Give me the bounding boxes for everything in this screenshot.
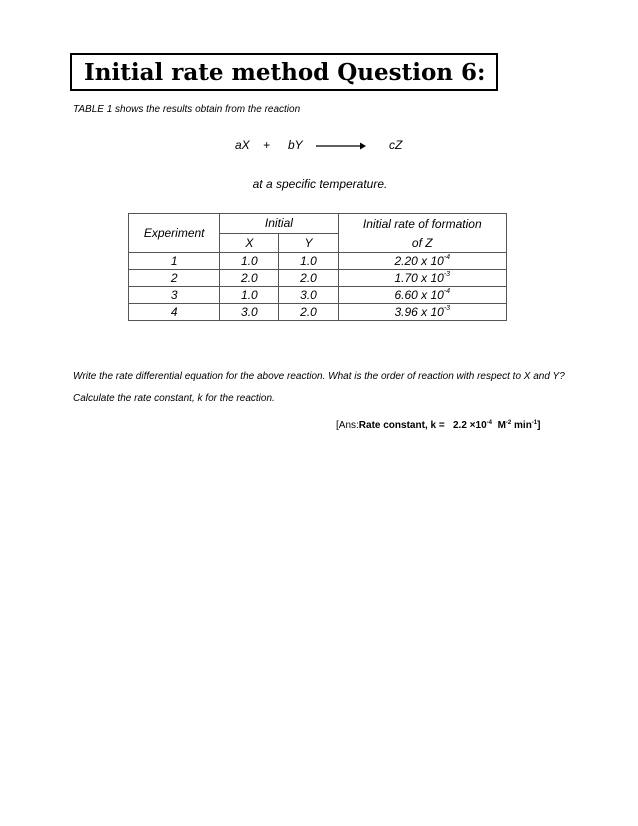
- table-header-row: [129, 214, 507, 234]
- answer-unit-min-exponent: -1: [531, 420, 538, 426]
- header-experiment: Experiment: [129, 214, 220, 253]
- answer-value: 2.2 ×10: [453, 420, 487, 431]
- answer-value-exponent: -4: [486, 420, 492, 426]
- rate-exponent: -4: [443, 288, 451, 295]
- reaction-arrow-icon: [316, 140, 366, 152]
- header-rate-line1: Initial rate of formation: [362, 217, 482, 231]
- table-row: [129, 287, 507, 304]
- title-box: [70, 53, 498, 91]
- cell-y: 2.0: [279, 304, 338, 321]
- intro-text: TABLE 1 shows the results obtain from the reaction: [73, 104, 301, 115]
- answer-unit-m: M: [497, 420, 506, 431]
- table-row: [129, 270, 507, 287]
- header-initial: Initial: [220, 214, 338, 234]
- results-table: [128, 213, 507, 321]
- cell-rate: [338, 253, 506, 270]
- rate-exponent: -3: [443, 271, 451, 278]
- header-rate: [338, 214, 506, 253]
- answer-label: Rate constant, k =: [358, 420, 445, 431]
- header-x: X: [220, 233, 279, 253]
- cell-x: 3.0: [220, 304, 279, 321]
- reactant-y: bY: [288, 138, 303, 152]
- cell-x: 1.0: [220, 253, 279, 270]
- reactant-x: aX: [235, 138, 250, 152]
- rate-value: 1.70 x 10: [394, 271, 444, 285]
- rate-value: 2.20 x 10: [394, 254, 444, 268]
- rate-value: 3.96 x 10: [394, 305, 444, 319]
- plus-sign: +: [263, 138, 271, 152]
- rate-value: 6.60 x 10: [394, 288, 444, 302]
- header-y: Y: [279, 233, 338, 253]
- question-text: Write the rate differential equation for the above reaction. What is the order of reaction with respect to X and Y? Calculate the rate constant, k for the reaction.: [73, 371, 565, 404]
- answer-unit-m-exponent: -2: [505, 420, 512, 426]
- answer-line: [336, 420, 541, 431]
- cell-experiment: 4: [129, 304, 220, 321]
- cell-x: 1.0: [220, 287, 279, 304]
- answer-unit-min: min: [514, 420, 532, 431]
- table-row: [129, 253, 507, 270]
- reaction-equation: [0, 138, 638, 154]
- answer-suffix: ]: [537, 420, 541, 431]
- page-title: Initial rate method Question 6:: [84, 58, 486, 86]
- rate-exponent: -4: [443, 254, 451, 261]
- cell-y: 1.0: [279, 253, 338, 270]
- cell-rate: [338, 270, 506, 287]
- table-row: [129, 304, 507, 321]
- cell-rate: [338, 304, 506, 321]
- cell-experiment: 2: [129, 270, 220, 287]
- condition-text: [0, 177, 638, 191]
- header-rate-line2: of Z: [411, 236, 433, 250]
- answer-prefix: [Ans:: [336, 420, 359, 431]
- cell-rate: [338, 287, 506, 304]
- cell-y: 3.0: [279, 287, 338, 304]
- rate-exponent: -3: [443, 305, 451, 312]
- product-z: cZ: [389, 138, 403, 152]
- cell-experiment: 1: [129, 253, 220, 270]
- cell-y: 2.0: [279, 270, 338, 287]
- cell-experiment: 3: [129, 287, 220, 304]
- condition-label: at a specific temperature.: [252, 177, 388, 191]
- cell-x: 2.0: [220, 270, 279, 287]
